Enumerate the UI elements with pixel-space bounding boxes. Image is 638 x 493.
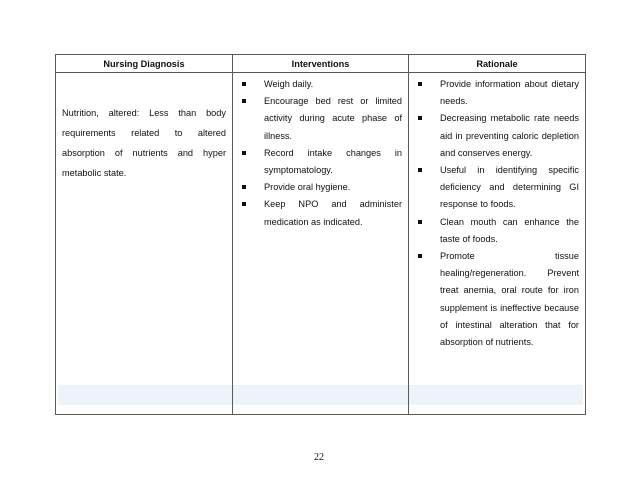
- page-number: 22: [314, 452, 324, 463]
- intervention-text: Encourage bed rest or limited activity during acute phase of illness.: [264, 96, 402, 141]
- interventions-cell: [233, 73, 409, 415]
- square-bullet-icon: [242, 185, 246, 189]
- list-item: [415, 214, 579, 248]
- square-bullet-icon: [242, 151, 246, 155]
- table-row: [56, 73, 586, 415]
- rationale-text: Clean mouth can enhance the taste of foods.: [440, 216, 579, 244]
- list-item: [239, 145, 402, 179]
- intervention-text: Record intake changes in symptomatology.: [264, 147, 402, 176]
- header-interventions: Interventions: [233, 55, 409, 73]
- square-bullet-icon: [242, 99, 246, 103]
- rationale-text: Useful in identifying specific deficiency and determining GI response to foods.: [440, 165, 579, 210]
- intervention-text: Weigh daily.: [264, 79, 314, 89]
- list-item: [415, 76, 579, 110]
- list-item: [239, 196, 402, 230]
- intervention-text: Provide oral hygiene.: [264, 182, 351, 193]
- rationale-list: [415, 76, 579, 351]
- table-header-row: [56, 55, 586, 73]
- list-item: [239, 179, 402, 196]
- rationale-text: Decreasing metabolic rate needs aid in preventing caloric depletion and conserves energy.: [440, 113, 579, 158]
- diagnosis-cell: [56, 73, 233, 415]
- list-item: [415, 162, 579, 214]
- square-bullet-icon: [418, 220, 422, 224]
- rationale-text: Promote tissue healing/regeneration. Prevent treat anemia, oral route for iron supplement is ineffective because of intestinal alteration that for absorption of nutrients.: [440, 251, 579, 348]
- list-item: [415, 110, 579, 162]
- square-bullet-icon: [242, 82, 246, 86]
- square-bullet-icon: [418, 168, 422, 172]
- intervention-text: Keep NPO and administer medication as indicated.: [264, 199, 402, 227]
- header-nursing-diagnosis: Nursing Diagnosis: [56, 55, 233, 73]
- diagnosis-text: Nutrition, altered: Less than body requirements related to altered absorption of nutrients and hyper metabolic state.: [62, 108, 226, 178]
- header-rationale: Rationale: [409, 55, 586, 73]
- list-item: [239, 76, 402, 93]
- square-bullet-icon: [418, 116, 422, 120]
- rationale-cell: [409, 73, 586, 415]
- square-bullet-icon: [242, 202, 246, 206]
- square-bullet-icon: [418, 82, 422, 86]
- square-bullet-icon: [418, 254, 422, 258]
- rationale-text: Provide information about dietary needs.: [440, 79, 579, 107]
- nursing-care-plan-table: [55, 54, 586, 415]
- list-item: [415, 248, 579, 351]
- interventions-list: [239, 76, 402, 231]
- list-item: [239, 93, 402, 145]
